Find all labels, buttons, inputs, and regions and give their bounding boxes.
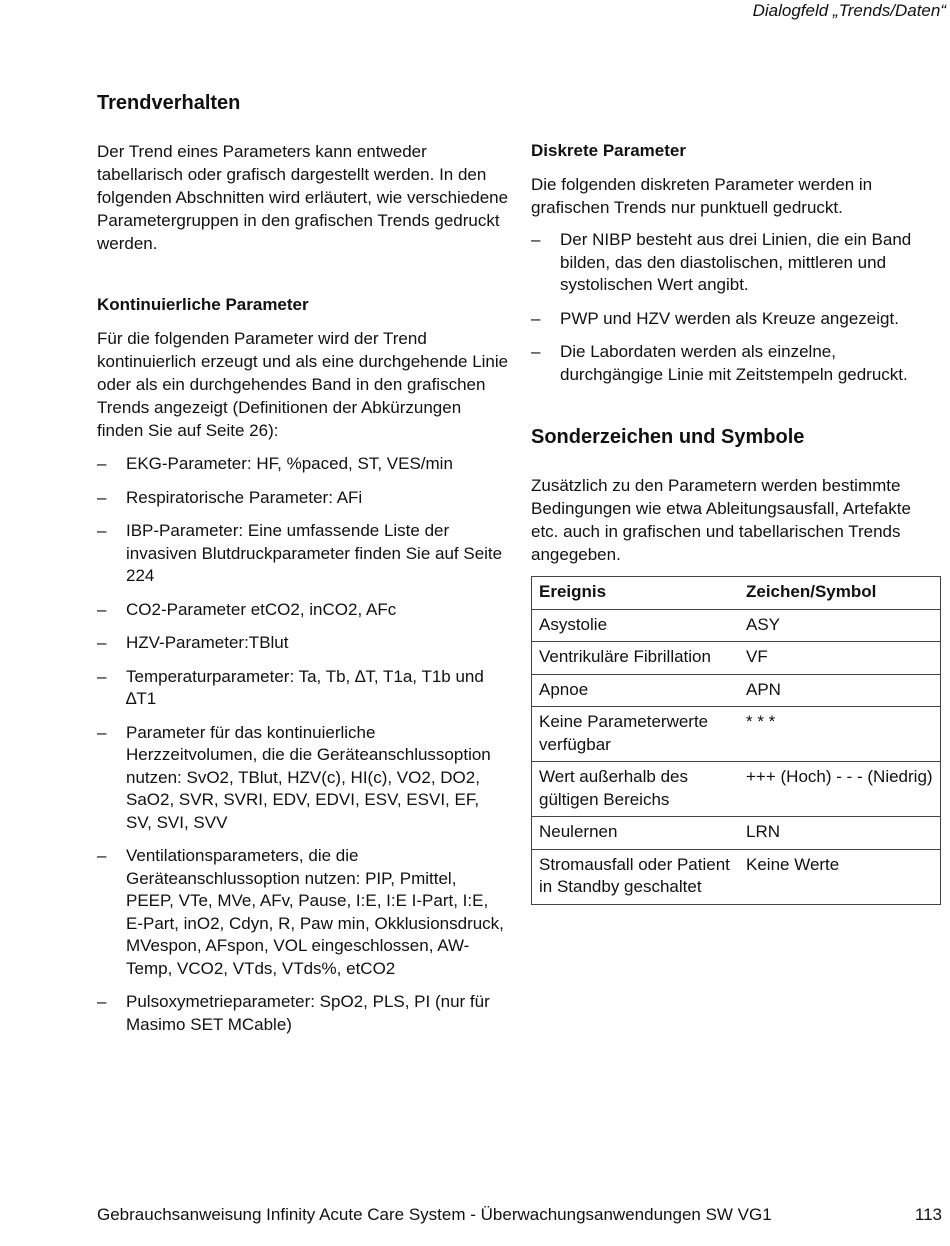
- table-cell: Stromausfall oder Patient in Standby geschaltet: [532, 849, 740, 904]
- symbols-table: [531, 576, 941, 905]
- continuous-paragraph: Für die folgenden Parameter wird der Trend kontinuierlich erzeugt und als eine durchgehende Linie oder als ein durchgehendes Band in den grafischen Trends angezeigt (Definitionen der Abkürzungen finden Sie auf Seite 26):: [97, 329, 509, 440]
- list-item: – Pulsoxymetrieparameter: SpO2, PLS, PI (nur für Masimo SET MCable): [97, 991, 509, 1036]
- table-row: [532, 642, 941, 675]
- table-row: [532, 817, 941, 850]
- subheading-continuous: Kontinuierliche Parameter: [97, 295, 309, 314]
- table-cell: ASY: [739, 609, 941, 642]
- list-item: – PWP und HZV werden als Kreuze angezeigt.: [531, 308, 943, 331]
- section-heading-symbols: Sonderzeichen und Symbole: [531, 426, 805, 448]
- discrete-paragraph: Die folgenden diskreten Parameter werden in grafischen Trends nur punktuell gedruckt.: [531, 175, 873, 217]
- table-cell: VF: [739, 642, 941, 675]
- table-header-cell: Zeichen/Symbol: [739, 577, 941, 610]
- symbols-paragraph: Zusätzlich zu den Parametern werden bestimmte Bedingungen wie etwa Ableitungsausfall, Artefakte etc. auch in grafischen und tabellarischen Trends angegeben.: [531, 476, 911, 564]
- list-item: – Parameter für das kontinuierliche Herzzeitvolumen, die die Geräteanschlussoption nutzen: SvO2, TBlut, HZV(c), HI(c), VO2, DO2, SaO2, SVR, SVRI, EDV, EDVI, ESV, ESVI, EF, SV, SVI, SVV: [97, 722, 509, 835]
- table-cell: Keine Parameterwerte verfügbar: [532, 707, 740, 762]
- table-cell: APN: [739, 674, 941, 707]
- discrete-parameter-list: [531, 229, 943, 386]
- table-cell: Ventrikuläre Fibrillation: [532, 642, 740, 675]
- table-cell: LRN: [739, 817, 941, 850]
- intro-paragraph: Der Trend eines Parameters kann entweder tabellarisch oder grafisch dargestellt werden. In den folgenden Abschnitten wird erläutert, wie verschiedene Parametergruppen in den grafischen Trends gedruckt werden.: [97, 142, 509, 253]
- subheading-discrete: Diskrete Parameter: [531, 141, 686, 160]
- list-item: – EKG-Parameter: HF, %paced, ST, VES/min: [97, 453, 509, 476]
- list-item: – Temperaturparameter: Ta, Tb, ∆T, T1a, T1b und ∆T1: [97, 666, 509, 711]
- list-item: – IBP-Parameter: Eine umfassende Liste der invasiven Blutdruckparameter finden Sie auf Seite 224: [97, 520, 509, 588]
- table-cell: Wert außerhalb des gültigen Bereichs: [532, 762, 740, 817]
- list-item: – Ventilationsparameters, die die Geräteanschlussoption nutzen: PIP, Pmittel, PEEP, VTe, MVe, AFv, Pause, I:E, I:E I-Part, I:E, E-Part, inO2, Cdyn, R, Paw min, Okklusionsdruck, MVespon, AFspon, VOL eingeschlossen, AW-Temp, VCO2, VTds, VTds%, etCO2: [97, 845, 509, 980]
- continuous-parameter-list: [97, 453, 509, 1036]
- table-cell: Neulernen: [532, 817, 740, 850]
- table-cell: * * *: [739, 707, 941, 762]
- table-cell: Apnoe: [532, 674, 740, 707]
- table-cell: Asystolie: [532, 609, 740, 642]
- table-cell: +++ (Hoch) - - - (Niedrig): [739, 762, 941, 817]
- table-header-row: [532, 577, 941, 610]
- table-row: [532, 849, 941, 904]
- list-item: – Der NIBP besteht aus drei Linien, die ein Band bilden, das den diastolischen, mittleren und systolischen Wert angibt.: [531, 229, 943, 297]
- table-cell: Keine Werte: [739, 849, 941, 904]
- table-row: [532, 674, 941, 707]
- table-header-cell: Ereignis: [532, 577, 740, 610]
- list-item: – HZV-Parameter:TBlut: [97, 632, 509, 655]
- left-column: [97, 92, 509, 1047]
- list-item: – CO2-Parameter etCO2, inCO2, AFc: [97, 599, 509, 622]
- page-footer: Gebrauchsanweisung Infinity Acute Care System - Überwachungsanwendungen SW VG1: [97, 1205, 772, 1224]
- table-row: [532, 609, 941, 642]
- right-column: [531, 141, 943, 905]
- list-item: – Respiratorische Parameter: AFi: [97, 487, 509, 510]
- section-heading-trendverhalten: Trendverhalten: [97, 92, 241, 114]
- page-number: 113: [914, 1205, 942, 1224]
- running-header: Dialogfeld „Trends/Daten“: [752, 1, 946, 20]
- list-item: – Die Labordaten werden als einzelne, durchgängige Linie mit Zeitstempeln gedruckt.: [531, 341, 943, 386]
- table-row: [532, 707, 941, 762]
- table-row: [532, 762, 941, 817]
